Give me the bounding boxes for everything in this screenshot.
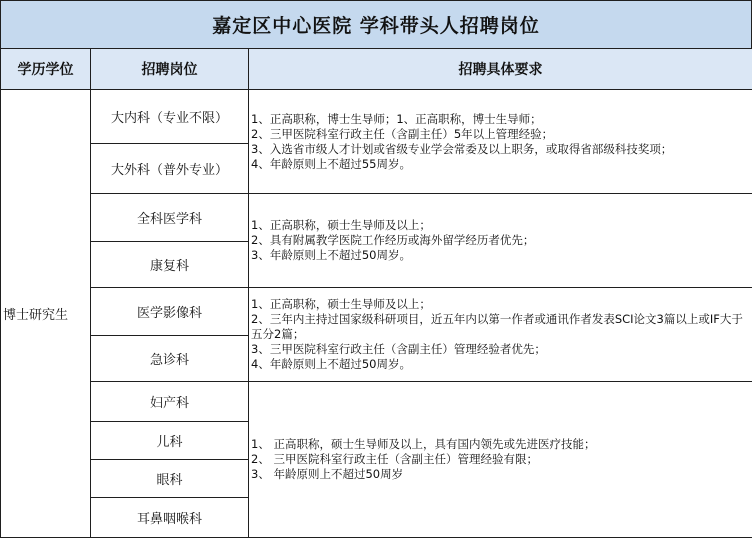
table-row xyxy=(1,382,752,422)
header-requirements: 招聘具体要求 xyxy=(249,49,752,90)
position-cell: 儿科 xyxy=(91,422,249,460)
requirements-cell xyxy=(249,90,752,194)
position-cell: 大内科（专业不限） xyxy=(91,90,249,144)
position-cell: 康复科 xyxy=(91,242,249,288)
requirement-line: 3、三甲医院科室行政主任（含副主任）管理经验者优先； xyxy=(251,342,546,356)
requirement-line: 3、年龄原则上不超过50周岁。 xyxy=(251,248,411,262)
requirement-line: 2、具有附属教学医院工作经历或海外留学经历者优先； xyxy=(251,233,535,247)
position-cell: 眼科 xyxy=(91,460,249,498)
position-cell: 耳鼻咽喉科 xyxy=(91,498,249,538)
header-row xyxy=(1,49,752,90)
requirement-line: 1、正高职称，博士生导师；1、正高职称，博士生导师； xyxy=(251,111,542,126)
table-row xyxy=(1,288,752,336)
position-cell: 妇产科 xyxy=(91,382,249,422)
requirement-line: 2、三甲医院科室行政主任（含副主任）5年以上管理经验； xyxy=(251,126,554,141)
position-cell: 急诊科 xyxy=(91,336,249,382)
requirements-cell xyxy=(249,288,752,382)
requirement-line: 4、年龄原则上不超过50周岁。 xyxy=(251,357,411,371)
header-position: 招聘岗位 xyxy=(91,49,249,90)
requirement-line: 1、正高职称，硕士生导师及以上； xyxy=(251,218,431,232)
requirement-line: 4、年龄原则上不超过55周岁。 xyxy=(251,156,411,171)
header-degree: 学历学位 xyxy=(1,49,91,90)
requirement-line: 2、 三甲医院科室行政主任（含副主任）管理经验有限； xyxy=(251,452,538,466)
requirements-cell xyxy=(249,382,752,538)
degree-cell: 博士研究生 xyxy=(1,90,91,538)
requirement-line: 3、 年龄原则上不超过50周岁 xyxy=(251,467,404,481)
page-title: 嘉定区中心医院 学科带头人招聘岗位 xyxy=(0,0,752,49)
requirement-line: 2、三年内主持过国家级科研项目，近五年内以第一作者或通讯作者发表SCI论文3篇以上或IF大于五分2篇； xyxy=(251,312,743,341)
requirement-line: 3、入选省市级人才计划或省级专业学会常委及以上职务，或取得省部级科技奖项； xyxy=(251,141,673,156)
table-row xyxy=(1,90,752,144)
requirement-line: 1、正高职称，硕士生导师及以上； xyxy=(251,297,431,311)
position-cell: 全科医学科 xyxy=(91,194,249,242)
table-row xyxy=(1,194,752,242)
requirement-line: 1、 正高职称，硕士生导师及以上，具有国内领先或先进医疗技能； xyxy=(251,437,596,451)
position-cell: 医学影像科 xyxy=(91,288,249,336)
requirements-cell xyxy=(249,194,752,288)
position-cell: 大外科（普外专业） xyxy=(91,144,249,194)
recruitment-table xyxy=(0,48,752,538)
